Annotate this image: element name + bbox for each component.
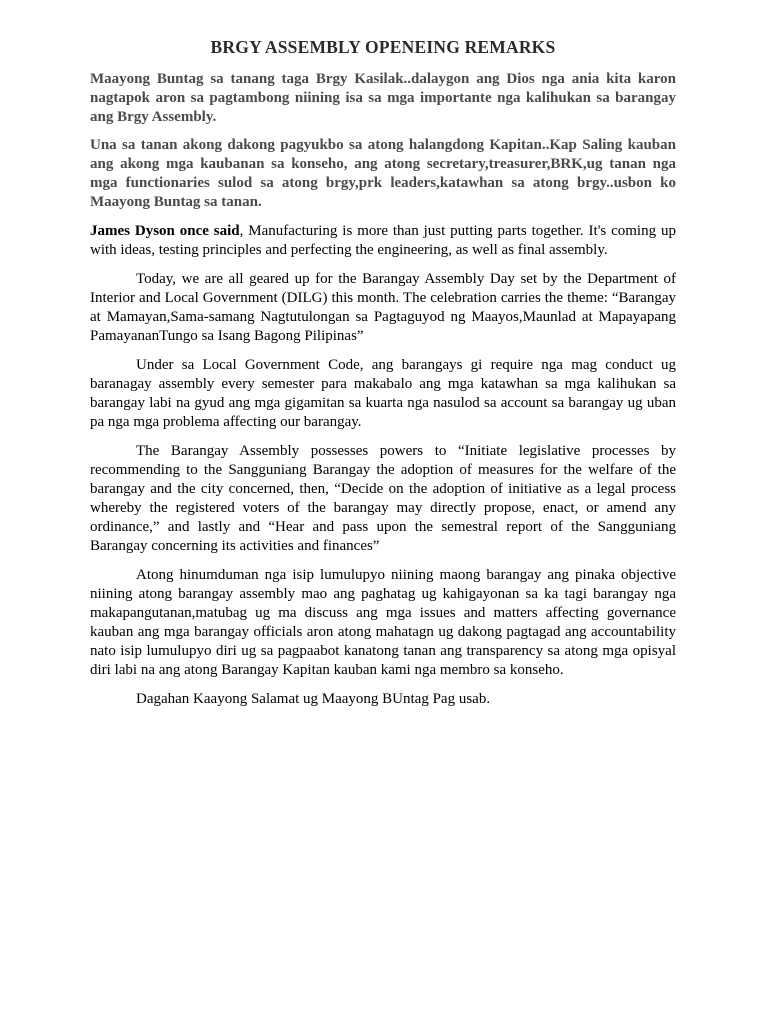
document-page (90, 36, 676, 718)
paragraph-local-government-code: Under sa Local Government Code, ang barangays gi require nga mag conduct ug baranagay assembly every semester para makabalo ang mga katawhan sa mga kalihukan sa barangay labi na gyud ang mga gigamitan sa kuarta nga nasulod sa account sa barangay ug uban pa nga mga problema affecting our barangay. (90, 357, 676, 430)
paragraph-closing: Dagahan Kaayong Salamat ug Maayong BUntag Pag usab. (136, 691, 491, 707)
quote-author: James Dyson once said (90, 223, 240, 239)
quote-text: , Manufacturing is more than just putting parts together. It's coming up with ideas, testing principles and perfecting the engineering, as well as final assembly. (90, 223, 676, 258)
paragraph-acknowledgement: Una sa tanan akong dakong pagyukbo sa atong halangdong Kapitan..Kap Saling kauban ang akong mga kaubanan sa konseho, ang atong secretary,treasurer,BRK,ug tanan nga mga functionaries sulod sa atong brgy,prk leaders,katawhan sa atong brgy..usbon ko Maayong Buntag sa tanan. (90, 137, 676, 210)
paragraph-assembly-day: Today, we are all geared up for the Barangay Assembly Day set by the Department of Interior and Local Government (DILG) this month. The celebration carries the theme: “Barangay at Mamayan,Sama-samang Nagtutulongan sa Pagtaguyod ng Maayos,Maunlad at Mapayapang PamayananTungo sa Isang Bagong Pilipinas” (90, 271, 676, 344)
paragraph-objective: Atong hinumduman nga isip lumulupyo niining maong barangay ang pinaka objective niining atong barangay assembly mao ang paghatag ug kahigayonan sa ka tagi barangay nga makapangutanan,matubag ug ma discuss ang mga issues and matters affecting governance kauban ang mga barangay officials aron atong mahatagn ug dakong pagtagad ang accountability nato isip lumulupyo diri ug sa pagpaabot kanatong tanan ang transparency sa atong mga opisyal diri labi na ang atong Barangay Kapitan kauban kami nga membro sa konseho. (90, 567, 676, 678)
document-title: BRGY ASSEMBLY OPENEING REMARKS (210, 37, 556, 57)
paragraph-assembly-powers: The Barangay Assembly possesses powers to “Initiate legislative processes by recommending to the Sangguniang Barangay the adoption of measures for the welfare of the barangay and the city concerned, then, “Decide on the adoption of initiative as a legal process whereby the registered voters of the barangay may directly propose, enact, or amend any ordinance,” and lastly and “Hear and pass upon the semestral report of the Sangguniang Barangay concerning its activities and finances” (90, 443, 676, 554)
paragraph-quote (90, 222, 676, 260)
paragraph-greeting: Maayong Buntag sa tanang taga Brgy Kasilak..dalaygon ang Dios nga ania kita karon nagtapok aron sa pagtambong niining isa sa mga importante nga kalihukan sa barangay ang Brgy Assembly. (90, 71, 676, 125)
